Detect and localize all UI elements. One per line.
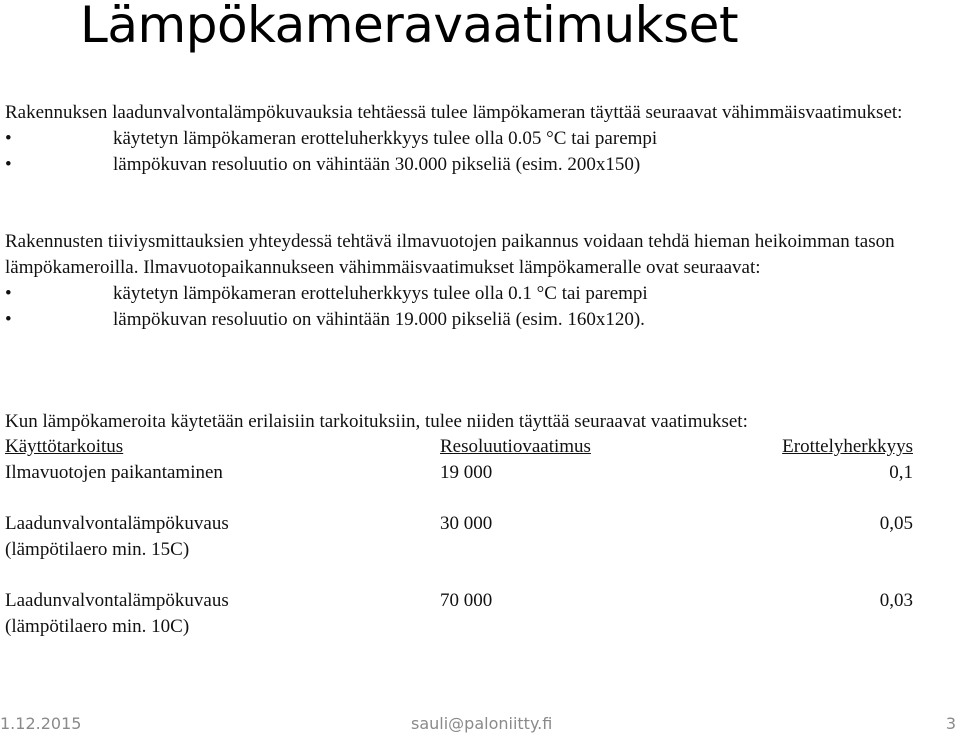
header-sensitivity: Erottelyherkkyys xyxy=(782,436,913,457)
slide-title: Lämpökameravaatimukset xyxy=(80,0,739,54)
list-item xyxy=(5,152,955,178)
list-item-text: lämpökuvan resoluutio on vähintään 19.000 pikseliä (esim. 160x120). xyxy=(113,309,645,330)
list-item xyxy=(5,126,955,152)
table-header-row xyxy=(5,434,913,460)
requirements-table xyxy=(5,434,913,640)
cell-resolution: 70 000 xyxy=(440,590,493,611)
cell-sensitivity: 0,03 xyxy=(879,590,913,611)
section-air-leak-detection xyxy=(5,229,955,333)
table-row xyxy=(5,588,913,640)
bullet-icon: • xyxy=(5,128,12,149)
list-item xyxy=(5,281,955,307)
cell-purpose xyxy=(5,460,440,486)
bullet-icon: • xyxy=(5,283,12,304)
list-item-text: käytetyn lämpökameran erotteluherkkyys tulee olla 0.1 °C tai parempi xyxy=(113,283,648,304)
table-row xyxy=(5,460,913,486)
requirements-list xyxy=(5,126,955,178)
section-quality-inspection xyxy=(5,100,955,178)
cell-resolution: 19 000 xyxy=(440,462,493,483)
cell-sensitivity: 0,05 xyxy=(879,513,913,534)
header-purpose: Käyttötarkoitus xyxy=(5,436,124,457)
header-resolution: Resoluutiovaatimus xyxy=(440,436,591,457)
purpose-note: (lämpötilaero min. 15C) xyxy=(5,539,190,560)
page-number: 3 xyxy=(945,714,956,733)
purpose-line: Laadunvalvontalämpökuvaus xyxy=(5,513,229,534)
cell-resolution: 30 000 xyxy=(440,513,493,534)
purpose-note: (lämpötilaero min. 10C) xyxy=(5,616,190,637)
section-intro: Rakennuksen laadunvalvontalämpökuvauksia tehtäessä tulee lämpökameran täyttää seuraavat vähimmäisvaatimukset: xyxy=(5,102,903,123)
list-item-text: lämpökuvan resoluutio on vähintään 30.000 pikseliä (esim. 200x150) xyxy=(113,154,641,175)
purpose-line: Ilmavuotojen paikantaminen xyxy=(5,462,223,483)
cell-sensitivity: 0,1 xyxy=(889,462,913,483)
table-row xyxy=(5,511,913,563)
requirements-list xyxy=(5,281,955,333)
cell-purpose xyxy=(5,588,440,640)
section-intro: Rakennusten tiiviysmittauksien yhteydessä tehtävä ilmavuotojen paikannus voidaan tehdä hieman heikoimman tason lämpökameroilla. Ilmavuotopaikannukseen vähimmäisvaatimukset lämpökameralle ovat seuraavat: xyxy=(5,231,895,278)
list-item xyxy=(5,307,955,333)
list-item-text: käytetyn lämpökameran erotteluherkkyys tulee olla 0.05 °C tai parempi xyxy=(113,128,658,149)
footer-email: sauli@paloniitty.fi xyxy=(411,714,553,733)
cell-purpose xyxy=(5,511,440,563)
footer-date: 1.12.2015 xyxy=(0,714,82,733)
purpose-line: Laadunvalvontalämpökuvaus xyxy=(5,590,229,611)
section-purpose-intro: Kun lämpökameroita käytetään erilaisiin tarkoituksiin, tulee niiden täyttää seuraavat vaatimukset: xyxy=(5,411,748,432)
bullet-icon: • xyxy=(5,309,12,330)
bullet-icon: • xyxy=(5,154,12,175)
